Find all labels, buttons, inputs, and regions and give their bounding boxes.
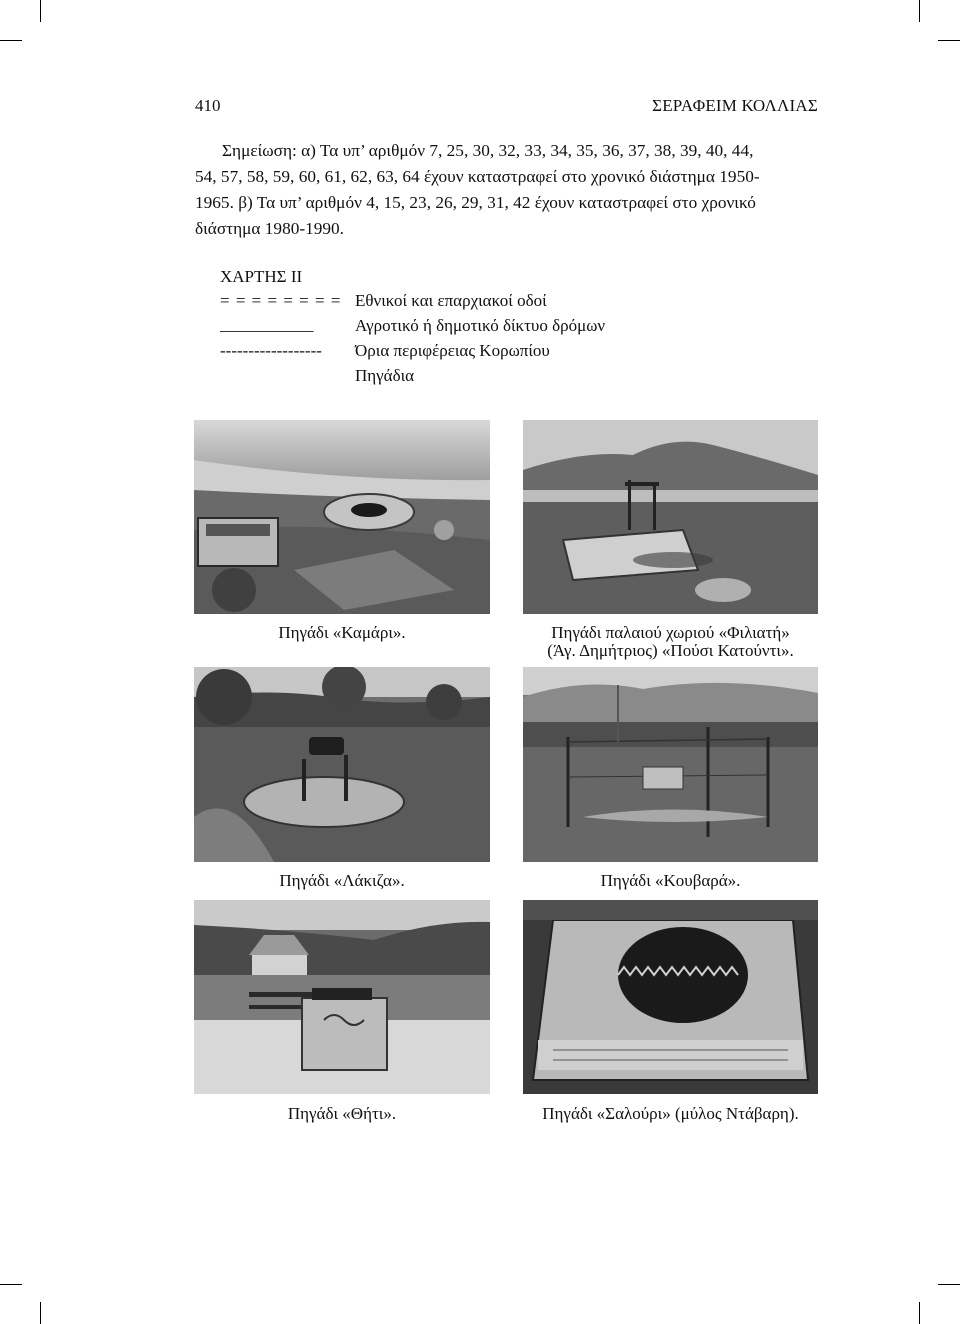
crop-mark — [40, 0, 41, 22]
well-mountain-photo — [523, 420, 818, 614]
legend-symbol-highway: = = = = = = = = — [220, 291, 342, 310]
well-winch-photo — [194, 667, 490, 862]
well-bench-photo — [194, 900, 490, 1094]
photo-caption: Πηγάδι παλαιού χωριού «Φιλιατή» — [551, 623, 790, 642]
note-line: διάστημα 1980-1990. — [195, 219, 344, 238]
note-line: Σημείωση: α) Τα υπ’ αριθμόν 7, 25, 30, 32, 33, 34, 35, 36, 37, 38, 39, 40, 44, — [222, 141, 754, 160]
running-header-author: ΣΕΡΑΦΕΙΜ ΚΟΛΛΙΑΣ — [652, 96, 818, 115]
photo-caption: Πηγάδι «Καμάρι». — [278, 623, 406, 642]
crop-mark — [40, 1302, 41, 1324]
photo-caption-line2: (Άγ. Δημήτριος) «Πούσι Κατούντι». — [547, 641, 794, 660]
page-number: 410 — [195, 96, 221, 115]
crop-mark — [938, 40, 960, 41]
note-line: 1965. β) Τα υπ’ αριθμόν 4, 15, 23, 26, 29, 31, 42 έχουν καταστραφεί στο χρονικό — [195, 193, 756, 212]
photo-caption: Πηγάδι «Σαλούρι» (μύλος Ντάβαρη). — [542, 1104, 799, 1123]
carved-well-photo — [523, 900, 818, 1094]
map-title: ΧΑΡΤΗΣ ΙΙ — [220, 267, 303, 286]
crop-mark — [919, 0, 920, 22]
note-paragraph — [195, 138, 819, 242]
legend-label-wells: Πηγάδια — [355, 366, 415, 385]
crop-mark — [0, 1284, 22, 1285]
stone-well-photo — [194, 420, 490, 614]
crop-mark — [938, 1284, 960, 1285]
photo-caption: Πηγάδι «Λάκιζα». — [279, 871, 405, 890]
legend-label-rural-road: Αγροτικό ή δημοτικό δίκτυο δρόμων — [355, 316, 606, 335]
fenced-well-photo — [523, 667, 818, 862]
legend-label-boundary: Όρια περιφέρειας Κορωπίου — [355, 341, 550, 360]
crop-mark — [0, 40, 22, 41]
note-line: 54, 57, 58, 59, 60, 61, 62, 63, 64 έχουν καταστραφεί στο χρονικό διάστημα 1950- — [195, 167, 760, 186]
legend-label-highway: Εθνικοί και επαρχιακοί οδοί — [355, 291, 547, 310]
photo-caption: Πηγάδι «Θήτι». — [287, 1104, 397, 1123]
crop-mark — [919, 1302, 920, 1324]
legend-symbol-rural-road: ___________ — [220, 315, 314, 334]
legend-symbol-boundary: ------------------ — [220, 341, 322, 360]
photo-caption: Πηγάδι «Κουβαρά». — [600, 871, 741, 890]
